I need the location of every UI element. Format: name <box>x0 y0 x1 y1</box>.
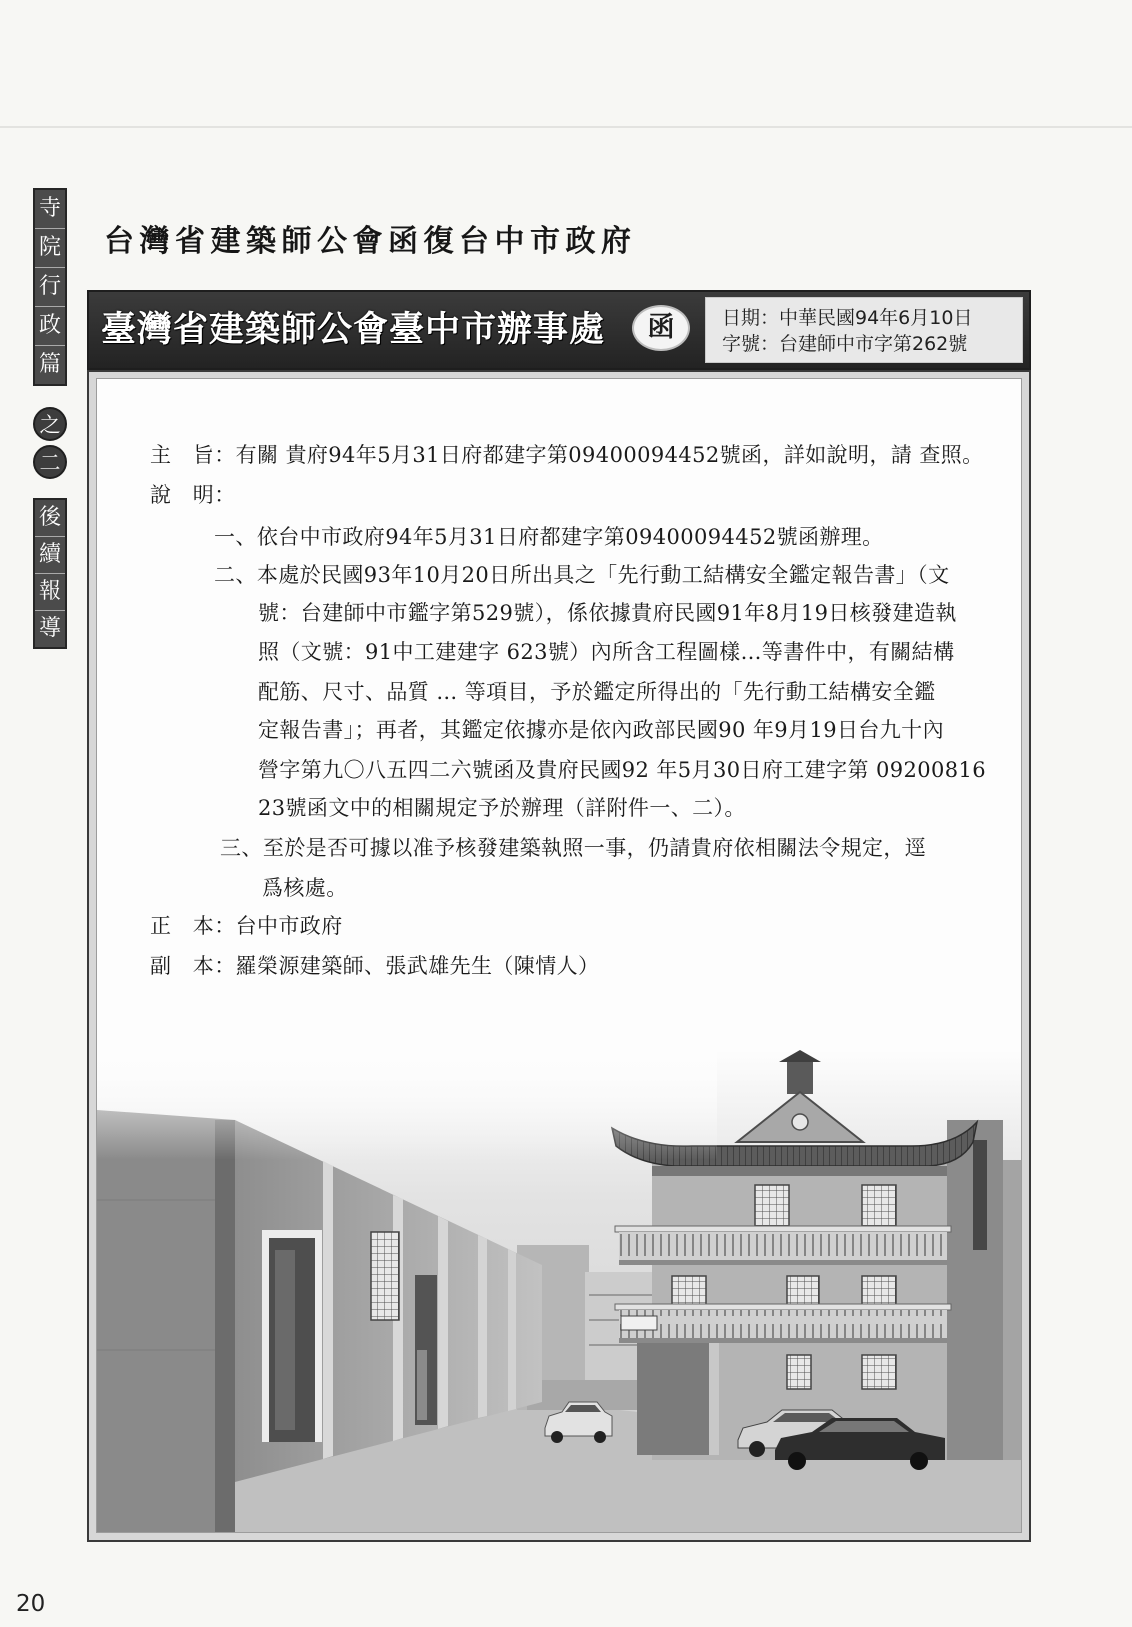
item-continuation-line: 營字第九〇八五四二六號函及貴府民國92 年5月30日府工建字第 09200816 <box>258 758 987 782</box>
item-continuation-line: 爲核處。 <box>262 876 348 900</box>
letterhead <box>87 290 1031 370</box>
section-tab-char: 行 <box>35 268 65 307</box>
part-badges <box>33 407 67 483</box>
building-photo <box>97 1050 1021 1532</box>
item-continuation-line: 配筋、尺寸、品質 … 等項目，予於鑑定所得出的「先行動工結構安全鑑 <box>258 680 936 704</box>
item-text: 依台中市政府94年5月31日府都建字第09400094452號函辦理。 <box>256 525 884 549</box>
item-continuation-line: 定報告書」；再者，其鑑定依據亦是依內政部民國90 年9月19日台九十內 <box>258 718 944 742</box>
document-type-seal: 函 <box>632 305 690 351</box>
subject-text: 有關 貴府94年5月31日府都建字第09400094452號函，詳如說明，請 查照。 <box>235 443 984 467</box>
item-text: 至於是否可據以准予核發建築執照一事，仍請貴府依相關法令規定，逕 <box>262 836 927 860</box>
copy-recipient-text: 羅榮源建築師、張武雄先生（陳情人） <box>235 954 600 978</box>
item-marker: 二、 <box>214 563 257 587</box>
topic-tab <box>33 498 67 649</box>
adjacent-building <box>947 1120 1021 1460</box>
item-continuation-line: 照（文號：91中工建建字 623號）內所含工程圖樣…等書件中，有關結構 <box>258 640 955 664</box>
letterhead-organization: 臺灣省建築師公會臺中市辦事處 <box>101 310 606 350</box>
topic-tab-char: 續 <box>35 537 65 574</box>
letterhead-meta <box>705 297 1023 363</box>
section-tab <box>33 188 67 386</box>
section-tab-char: 政 <box>35 307 65 346</box>
item-text: 本處於民國93年10月20日所出具之「先行動工結構安全鑑定報告書」（文 <box>256 563 950 587</box>
document-reference: 字號：台建師中市字第262號 <box>722 333 968 355</box>
subject-line <box>150 441 984 469</box>
page-number: 20 <box>16 1591 46 1617</box>
item-marker: 三、 <box>220 836 263 860</box>
original-recipient-line <box>150 912 343 940</box>
item-continuation-line: 23號函文中的相關規定予於辦理（詳附件一、二）。 <box>258 796 746 820</box>
topic-tab-char: 報 <box>35 574 65 611</box>
item-line <box>220 834 926 862</box>
copy-recipient-line <box>150 952 599 980</box>
letter-body <box>96 378 1022 1533</box>
original-recipient-label: 正 本： <box>150 914 236 938</box>
original-recipient-text: 台中市政府 <box>235 914 343 938</box>
item-continuation-line: 號：台建師中市鑑字第529號），係依據貴府民國91年8月19日核發建造執 <box>258 601 957 625</box>
subject-label: 主 旨： <box>150 443 236 467</box>
section-tab-char: 寺 <box>35 190 65 229</box>
copy-recipient-label: 副 本： <box>150 954 236 978</box>
part-badge-char: 之 <box>33 407 67 441</box>
scan-edge-line <box>0 126 1132 128</box>
part-badge-char: 二 <box>33 445 67 479</box>
section-tab-char: 篇 <box>38 352 61 377</box>
topic-tab-char: 後 <box>35 500 65 537</box>
item-line <box>214 523 884 551</box>
letter-frame <box>87 370 1031 1542</box>
document-date: 日期：中華民國94年6月10日 <box>722 307 973 329</box>
item-line <box>214 561 949 589</box>
explanation-label: 說 明： <box>150 483 236 507</box>
item-marker: 一、 <box>214 525 257 549</box>
topic-tab-char: 導 <box>38 616 61 641</box>
page-title: 台灣省建築師公會函復台中市政府 <box>104 224 637 259</box>
section-tab-char: 院 <box>35 229 65 268</box>
